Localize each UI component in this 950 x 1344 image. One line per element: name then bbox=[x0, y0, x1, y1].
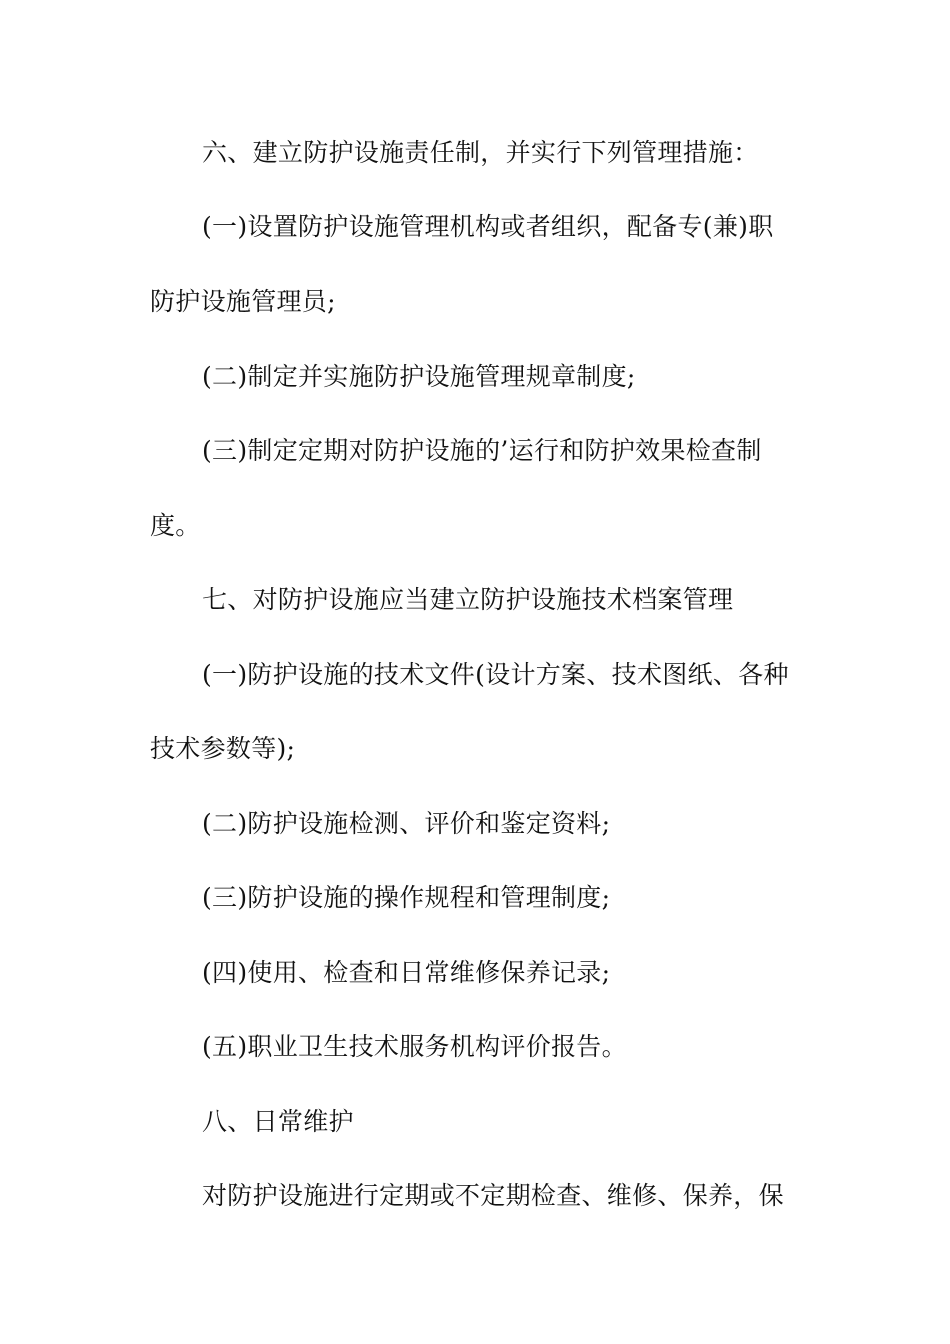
paragraph-line: (三)防护设施的操作规程和管理制度; bbox=[202, 883, 611, 912]
paragraph-line: (二)防护设施检测、评价和鉴定资料; bbox=[202, 809, 611, 838]
paragraph-line: (一)设置防护设施管理机构或者组织，配备专(兼)职 bbox=[202, 212, 774, 241]
section-heading-seven: 七、对防护设施应当建立防护设施技术档案管理 bbox=[202, 585, 734, 614]
paragraph-line-continuation: 技术参数等); bbox=[150, 734, 296, 763]
section-heading-eight: 八、日常维护 bbox=[202, 1107, 354, 1136]
paragraph-line: (四)使用、检查和日常维修保养记录; bbox=[202, 958, 611, 987]
paragraph-line-continuation: 度。 bbox=[150, 511, 201, 540]
paragraph-line: (五)职业卫生技术服务机构评价报告。 bbox=[202, 1032, 627, 1061]
paragraph-line: (三)制定定期对防护设施的’运行和防护效果检查制 bbox=[202, 436, 762, 465]
paragraph-line: 对防护设施进行定期或不定期检查、维修、保养，保 bbox=[202, 1181, 784, 1210]
paragraph-line: (一)防护设施的技术文件(设计方案、技术图纸、各种 bbox=[202, 660, 789, 689]
paragraph-line: (二)制定并实施防护设施管理规章制度; bbox=[202, 362, 636, 391]
paragraph-line-continuation: 防护设施管理员; bbox=[150, 287, 336, 316]
section-heading-six: 六、建立防护设施责任制，并实行下列管理措施： bbox=[202, 138, 759, 167]
